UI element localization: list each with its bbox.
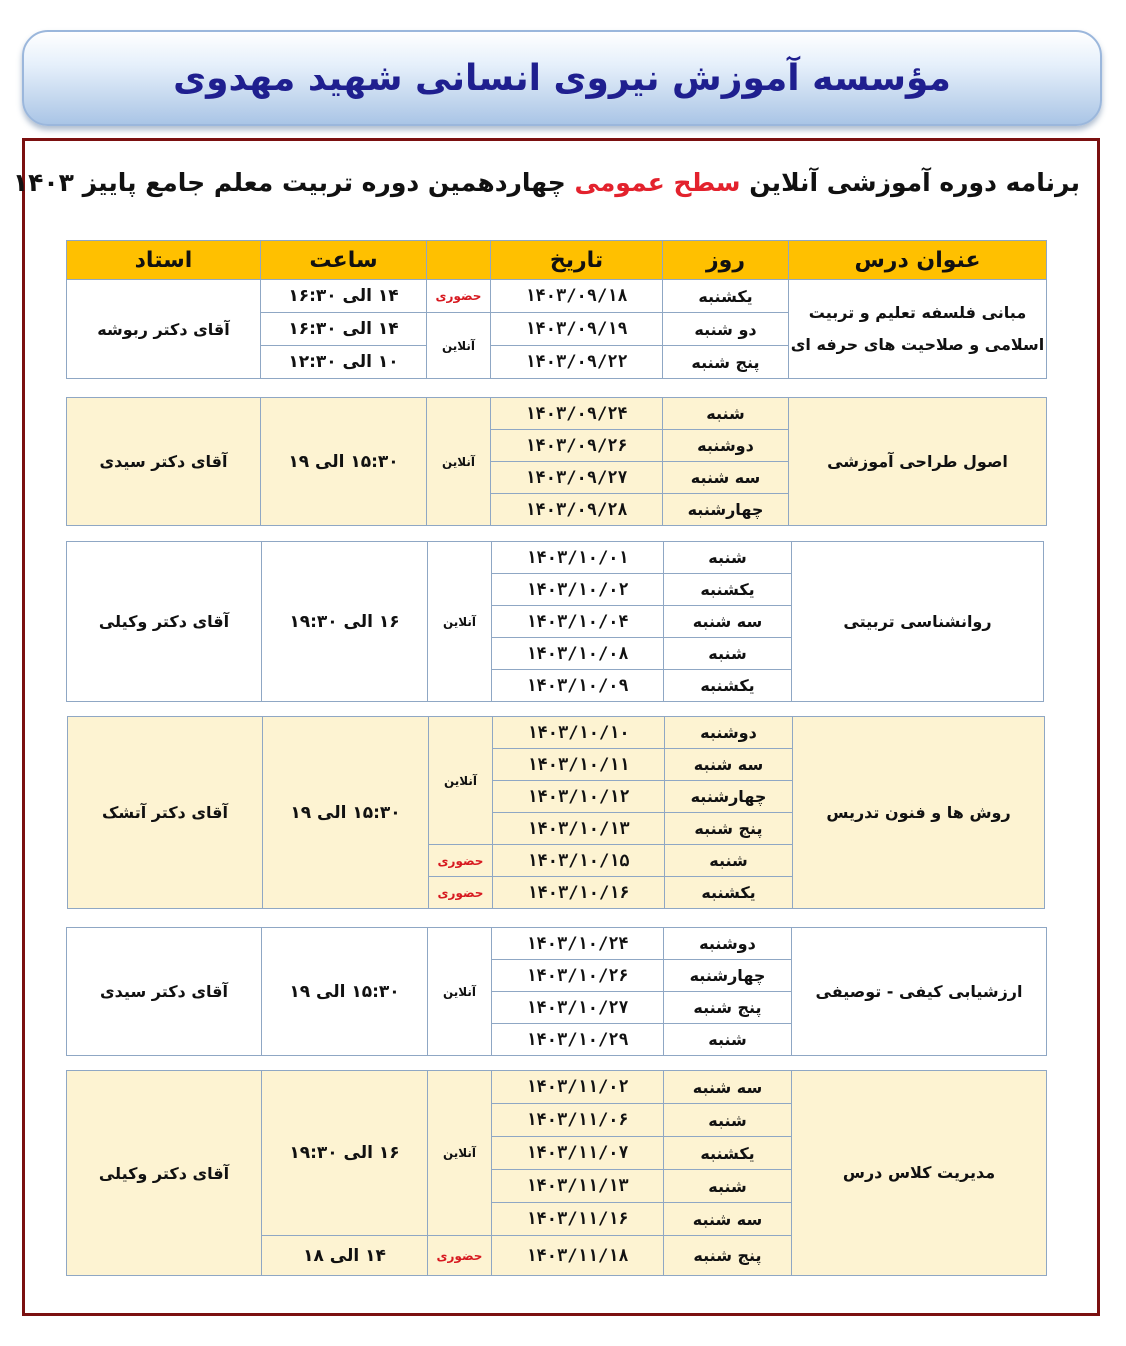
day-cell: دوشنبه xyxy=(665,717,793,749)
teacher-cell: آقای دکتر وکیلی xyxy=(67,542,262,702)
mode-cell: حضوری xyxy=(429,845,493,877)
date-cell: ۱۴۰۳/۱۰/۱۶ xyxy=(493,877,665,909)
day-cell: یکشنبه xyxy=(664,1137,792,1170)
day-cell: یکشنبه xyxy=(664,670,792,702)
day-cell: یکشنبه xyxy=(663,280,789,313)
subtitle-highlight: سطح عمومی xyxy=(574,168,741,197)
day-cell: سه شنبه xyxy=(664,606,792,638)
date-cell: ۱۴۰۳/۱۰/۱۰ xyxy=(493,717,665,749)
day-cell: شنبه xyxy=(663,398,789,430)
date-cell: ۱۴۰۳/۱۰/۱۱ xyxy=(493,749,665,781)
schedule-table-6 xyxy=(66,1070,1047,1276)
day-cell: شنبه xyxy=(664,638,792,670)
day-cell: دوشنبه xyxy=(663,430,789,462)
schedule-table-4 xyxy=(67,716,1045,909)
date-cell: ۱۴۰۳/۱۰/۲۹ xyxy=(492,1024,664,1056)
header-mode xyxy=(427,241,491,280)
header-day: روز xyxy=(663,241,789,280)
subtitle-part-2: چهاردهمین دوره تربیت معلم جامع پاییز ۱۴۰۳ xyxy=(12,168,575,197)
header-date: تاریخ xyxy=(491,241,663,280)
day-cell: شنبه xyxy=(665,845,793,877)
course-title: روانشناسی تربیتی xyxy=(792,542,1044,702)
day-cell: شنبه xyxy=(664,1104,792,1137)
schedule-table-2 xyxy=(66,397,1047,526)
teacher-cell: آقای دکتر سیدی xyxy=(67,928,262,1056)
date-cell: ۱۴۰۳/۱۰/۰۱ xyxy=(492,542,664,574)
table-row xyxy=(67,398,1047,430)
day-cell: شنبه xyxy=(664,542,792,574)
header-course: عنوان درس xyxy=(789,241,1047,280)
date-cell: ۱۴۰۳/۱۰/۱۲ xyxy=(493,781,665,813)
date-cell: ۱۴۰۳/۰۹/۲۶ xyxy=(491,430,663,462)
header-row xyxy=(67,241,1047,280)
date-cell: ۱۴۰۳/۱۱/۰۷ xyxy=(492,1137,664,1170)
header-time: ساعت xyxy=(261,241,427,280)
day-cell: یکشنبه xyxy=(665,877,793,909)
day-cell: دو شنبه xyxy=(663,313,789,346)
table-row xyxy=(67,280,1047,313)
mode-cell: آنلاین xyxy=(427,313,491,379)
teacher-cell: آقای دکتر آتشک xyxy=(68,717,263,909)
schedule-subtitle xyxy=(12,168,1080,197)
day-cell: شنبه xyxy=(664,1170,792,1203)
date-cell: ۱۴۰۳/۱۰/۰۴ xyxy=(492,606,664,638)
table-row xyxy=(67,928,1047,960)
date-cell: ۱۴۰۳/۰۹/۱۹ xyxy=(491,313,663,346)
teacher-cell: آقای دکتر ربوشه xyxy=(67,280,261,379)
day-cell: چهارشنبه xyxy=(663,494,789,526)
date-cell: ۱۴۰۳/۱۰/۲۴ xyxy=(492,928,664,960)
day-cell: سه شنبه xyxy=(665,749,793,781)
mode-cell: حضوری xyxy=(428,1236,492,1276)
header-banner xyxy=(22,30,1102,126)
date-cell: ۱۴۰۳/۱۰/۱۳ xyxy=(493,813,665,845)
table-row xyxy=(68,717,1045,749)
teacher-cell: آقای دکتر سیدی xyxy=(67,398,261,526)
time-cell: ۱۴ الی ۱۶:۳۰ xyxy=(261,280,427,313)
day-cell: پنج شنبه xyxy=(663,346,789,379)
schedule-table-3 xyxy=(66,541,1044,702)
day-cell: چهارشنبه xyxy=(665,781,793,813)
date-cell: ۱۴۰۳/۰۹/۲۴ xyxy=(491,398,663,430)
mode-cell: آنلاین xyxy=(428,1071,492,1236)
date-cell: ۱۴۰۳/۱۰/۰۹ xyxy=(492,670,664,702)
teacher-cell: آقای دکتر وکیلی xyxy=(67,1071,262,1276)
day-cell: پنج شنبه xyxy=(664,1236,792,1276)
institute-title: مؤسسه آموزش نیروی انسانی شهید مهدوی xyxy=(173,57,951,99)
day-cell: پنج شنبه xyxy=(664,992,792,1024)
time-cell: ۱۶ الی ۱۹:۳۰ xyxy=(262,542,428,702)
day-cell: یکشنبه xyxy=(664,574,792,606)
day-cell: سه شنبه xyxy=(664,1203,792,1236)
mode-cell: آنلاین xyxy=(429,717,493,845)
time-cell: ۱۵:۳۰ الی ۱۹ xyxy=(261,398,427,526)
date-cell: ۱۴۰۳/۱۰/۲۶ xyxy=(492,960,664,992)
date-cell: ۱۴۰۳/۱۰/۰۸ xyxy=(492,638,664,670)
date-cell: ۱۴۰۳/۱۱/۱۶ xyxy=(492,1203,664,1236)
table-row xyxy=(67,542,1044,574)
date-cell: ۱۴۰۳/۱۰/۲۷ xyxy=(492,992,664,1024)
date-cell: ۱۴۰۳/۱۰/۱۵ xyxy=(493,845,665,877)
course-title: روش ها و فنون تدریس xyxy=(793,717,1045,909)
mode-cell: حضوری xyxy=(427,280,491,313)
day-cell: سه شنبه xyxy=(664,1071,792,1104)
time-cell: ۱۵:۳۰ الی ۱۹ xyxy=(262,928,428,1056)
schedule-table-5 xyxy=(66,927,1047,1056)
schedule-table-1 xyxy=(66,240,1047,379)
day-cell: پنج شنبه xyxy=(665,813,793,845)
day-cell: سه شنبه xyxy=(663,462,789,494)
mode-cell: حضوری xyxy=(429,877,493,909)
date-cell: ۱۴۰۳/۱۰/۰۲ xyxy=(492,574,664,606)
course-title: مبانی فلسفه تعلیم و تربیت اسلامی و صلاحیت های حرفه ای xyxy=(789,280,1047,379)
header-teacher: استاد xyxy=(67,241,261,280)
time-cell: ۱۴ الی ۱۸ xyxy=(262,1236,428,1276)
day-cell: شنبه xyxy=(664,1024,792,1056)
table-row xyxy=(67,1071,1047,1104)
day-cell: دوشنبه xyxy=(664,928,792,960)
date-cell: ۱۴۰۳/۱۱/۰۶ xyxy=(492,1104,664,1137)
date-cell: ۱۴۰۳/۰۹/۱۸ xyxy=(491,280,663,313)
date-cell: ۱۴۰۳/۰۹/۲۷ xyxy=(491,462,663,494)
date-cell: ۱۴۰۳/۰۹/۲۲ xyxy=(491,346,663,379)
date-cell: ۱۴۰۳/۱۱/۱۳ xyxy=(492,1170,664,1203)
day-cell: چهارشنبه xyxy=(664,960,792,992)
course-title: مدیریت کلاس درس xyxy=(792,1071,1047,1276)
course-title: اصول طراحی آموزشی xyxy=(789,398,1047,526)
subtitle-part-1: برنامه دوره آموزشی آنلاین xyxy=(740,168,1080,197)
time-cell: ۱۶ الی ۱۹:۳۰ xyxy=(262,1071,428,1236)
date-cell: ۱۴۰۳/۱۱/۰۲ xyxy=(492,1071,664,1104)
time-cell: ۱۵:۳۰ الی ۱۹ xyxy=(263,717,429,909)
time-cell: ۱۴ الی ۱۶:۳۰ xyxy=(261,313,427,346)
date-cell: ۱۴۰۳/۰۹/۲۸ xyxy=(491,494,663,526)
course-title: ارزشیابی کیفی - توصیفی xyxy=(792,928,1047,1056)
mode-cell: آنلاین xyxy=(428,542,492,702)
date-cell: ۱۴۰۳/۱۱/۱۸ xyxy=(492,1236,664,1276)
mode-cell: آنلاین xyxy=(427,398,491,526)
mode-cell: آنلاین xyxy=(428,928,492,1056)
time-cell: ۱۰ الی ۱۲:۳۰ xyxy=(261,346,427,379)
